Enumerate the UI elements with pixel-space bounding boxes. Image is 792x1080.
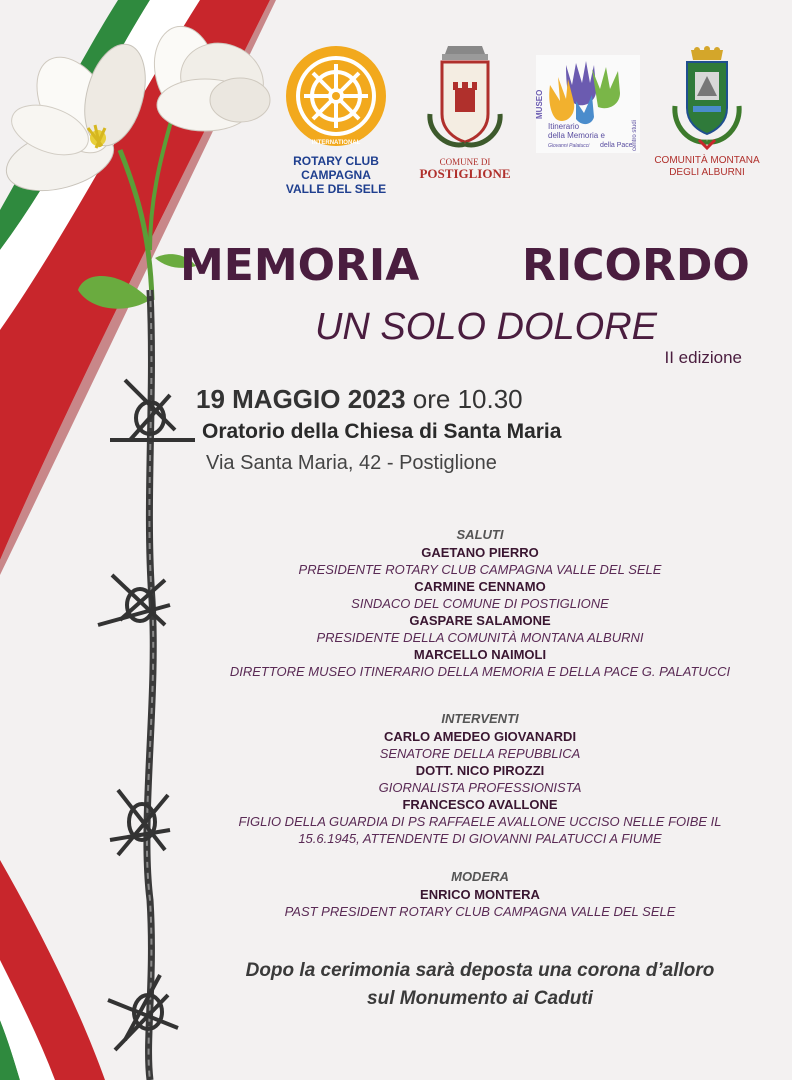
speaker-role: DIRETTORE MUSEO ITINERARIO DELLA MEMORIA E DELLA PACE G. PALATUCCI: [229, 664, 731, 679]
speaker-role: PRESIDENTE ROTARY CLUB CAMPAGNA VALLE DEL SELE: [298, 562, 662, 577]
speaker-name: GASPARE SALAMONE: [409, 613, 551, 628]
speaker-role: PRESIDENTE DELLA COMUNITÀ MONTANA ALBURNI: [316, 630, 644, 645]
museo-side-label: MUSEO: [535, 89, 544, 119]
speaker-role: SENATORE DELLA REPUBBLICA: [379, 746, 581, 761]
barb: [108, 975, 178, 1050]
rotary-wheel-icon: [284, 44, 388, 148]
museo-line: della Pace: [600, 142, 633, 149]
speaker-role: 15.6.1945, ATTENDENTE DI GIOVANNI PALATUCCI A FIUME: [298, 831, 662, 846]
section-heading: SALUTI: [456, 527, 504, 542]
rotary-ring-bottom: INTERNATIONAL: [311, 140, 361, 146]
speaker-role: FIGLIO DELLA GUARDIA DI PS RAFFAELE AVALLONE UCCISO NELLE FOIBE IL: [238, 814, 722, 829]
closing-line: sul Monumento ai Caduti: [367, 988, 593, 1009]
coat-of-arms-icon: [420, 44, 510, 152]
museo-right-label: centro studi: [632, 119, 638, 151]
hands-icon: [536, 55, 640, 153]
rotary-caption-line: VALLE DEL SELE: [285, 181, 387, 196]
event-time: ore 10.30: [412, 384, 523, 414]
speaker-name: CARLO AMEDEO GIOVANARDI: [383, 729, 577, 744]
closing-note: [180, 957, 780, 1013]
comunita-montana-logo: [652, 46, 762, 178]
comunita-caption-line: DEGLI ALBURNI: [669, 166, 745, 178]
speaker-role: PAST PRESIDENT ROTARY CLUB CAMPAGNA VALLE DEL SELE: [284, 904, 676, 919]
subtitle: UN SOLO DOLORE: [314, 306, 658, 348]
program-saluti: [180, 511, 780, 680]
museo-logo: [536, 55, 640, 153]
rotary-logo: [276, 44, 396, 196]
comune-postiglione-logo: [410, 44, 520, 182]
barb: [110, 790, 170, 855]
speaker-name: MARCELLO NAIMOLI: [413, 647, 547, 662]
title-ricordo: RICORDO: [522, 240, 750, 291]
closing-line: Dopo la cerimonia sarà deposta una corona d’alloro: [245, 960, 715, 981]
museo-line: Itinerario: [548, 122, 580, 131]
event-address: Via Santa Maria, 42 - Postiglione: [206, 452, 497, 474]
edition-label: II edizione: [664, 348, 742, 367]
barb: [98, 575, 170, 625]
speaker-name: CARMINE CENNAMO: [414, 579, 546, 594]
speaker-name: GAETANO PIERRO: [421, 545, 539, 560]
program-interventi: [180, 695, 780, 847]
program-modera: [180, 853, 780, 920]
museo-line: Giovanni Palatucci: [548, 143, 590, 149]
comune-caption-small: COMUNE DI: [439, 157, 491, 167]
museo-line: della Memoria e: [548, 131, 605, 140]
title-memoria: MEMORIA: [180, 240, 420, 291]
speaker-role: SINDACO DEL COMUNE DI POSTIGLIONE: [351, 596, 609, 611]
speaker-name: DOTT. NICO PIROZZI: [415, 763, 545, 778]
speaker-name: ENRICO MONTERA: [420, 887, 540, 902]
event-datetime: [196, 384, 523, 415]
rotary-caption-line: CAMPAGNA: [301, 167, 371, 182]
coat-of-arms-icon: [667, 46, 747, 150]
speaker-role: GIORNALISTA PROFESSIONISTA: [378, 780, 582, 795]
section-heading: MODERA: [451, 869, 509, 884]
speaker-name: FRANCESCO AVALLONE: [402, 797, 558, 812]
section-heading: INTERVENTI: [441, 711, 519, 726]
rotary-caption-line: ROTARY CLUB: [293, 154, 379, 168]
event-venue: Oratorio della Chiesa di Santa Maria: [202, 420, 562, 443]
event-date: 19 MAGGIO 2023: [196, 384, 406, 414]
rotary-ring-top: ROTARY: [321, 50, 351, 57]
comunita-caption-line: COMUNITÀ MONTANA: [654, 155, 760, 166]
comune-caption-big: POSTIGLIONE: [419, 166, 511, 182]
